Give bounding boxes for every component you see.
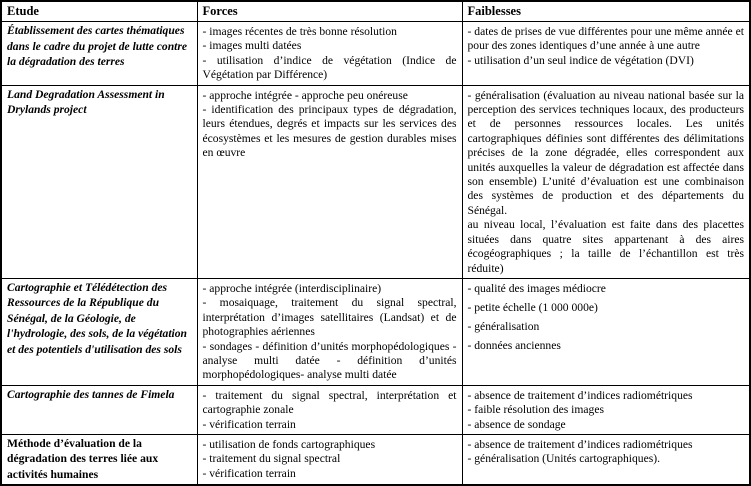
- force-item: - utilisation de fonds cartographiques: [202, 437, 376, 451]
- faiblesse-item: - utilisation d’un seul indice de végétation (DVI): [467, 53, 694, 67]
- table-row: [1, 434, 750, 485]
- etude-cell: Cartographie et Télédétection des Ressources de la République du Sénégal, de la Géologie, de l'hydrologie, des sols, de la végétation et des potentiels d'utilisation des sols: [1, 278, 197, 385]
- header-row: [1, 1, 750, 22]
- table-row: [1, 385, 750, 434]
- faiblesse-item: - données anciennes: [467, 338, 561, 352]
- table-row: [1, 22, 750, 86]
- table-row: [1, 278, 750, 385]
- faiblesse-item: - qualité des images médiocre: [467, 281, 606, 295]
- column-header-forces: Forces: [197, 1, 462, 22]
- faiblesse-item: - absence de sondage: [467, 417, 566, 431]
- faiblesse-item: - petite échelle (1 000 000e): [467, 300, 598, 314]
- force-item: - approche intégrée (interdisciplinaire): [202, 281, 382, 295]
- force-item: - vérification terrain: [202, 417, 296, 431]
- forces-cell: [197, 434, 462, 485]
- forces-cell: [197, 85, 462, 278]
- forces-cell: [197, 385, 462, 434]
- faiblesse-item: - absence de traitement d’indices radiométriques: [467, 388, 693, 402]
- faiblesses-cell: [462, 434, 750, 485]
- table-row: [1, 85, 750, 278]
- faiblesse-item: - absence de traitement d’indices radiométriques: [467, 437, 693, 451]
- etude-cell: Land Degradation Assessment in Drylands project: [1, 85, 197, 278]
- force-item: - images multi datées: [202, 39, 302, 53]
- force-item: - sondages - définition d’unités morphopédologiques - analyse multi datée - définition d’unités morphopédologiques- analyse multi datée: [202, 339, 457, 382]
- column-header-faiblesses: Faiblesses: [462, 1, 750, 22]
- faiblesse-item: - faible résolution des images: [467, 403, 605, 417]
- force-item: - identification des principaux types de dégradation, leurs étendues, degrés et impacts sur les services des écosystèmes et les mesures de gestion durables mises en œuvre: [202, 103, 457, 160]
- faiblesses-cell: [462, 385, 750, 434]
- force-item: - utilisation d’indice de végétation (Indice de Végétation par Différence): [202, 53, 457, 82]
- faiblesses-cell: [462, 22, 750, 86]
- faiblesses-cell: [462, 278, 750, 385]
- forces-cell: [197, 278, 462, 385]
- force-item: - approche intégrée - approche peu onéreuse: [202, 88, 408, 102]
- force-item: - mosaiquage, traitement du signal spectral, interprétation d’images satellitaires (Landsat) et de photographies aériennes: [202, 296, 457, 339]
- column-header-etude: Etude: [1, 1, 197, 22]
- forces-cell: [197, 22, 462, 86]
- faiblesse-item: - généralisation (Unités cartographiques).: [467, 452, 661, 466]
- etude-cell: Cartographie des tannes de Fimela: [1, 385, 197, 434]
- faiblesse-item: - généralisation (évaluation au niveau national basée sur la perception des services techniques locaux, des producteurs et de personnes ressources locales. Les unités cartographiques définies sont différentes des délimitations précises de la zone dégradée, elles correspondent aux unités auxquelles la valeur de dégradation est affectée dans son ensemble) L’unité d’évaluation est une combinaison des systèmes de production et des départements du Sénégal.: [467, 88, 744, 217]
- faiblesse-item: au niveau local, l’évaluation est faite dans des placettes situées dans quatre sites appartenant à des aires écogéographiques ; la taille de l’échantillon est très réduite): [467, 218, 744, 275]
- force-item: - images récentes de très bonne résolution: [202, 25, 397, 38]
- etude-cell: Méthode d’évaluation de la dégradation des terres liée aux activités humaines: [1, 434, 197, 485]
- force-item: - vérification terrain: [202, 466, 296, 480]
- faiblesses-cell: [462, 85, 750, 278]
- etude-cell: Établissement des cartes thématiques dans le cadre du projet de lutte contre la dégradation des terres: [1, 22, 197, 86]
- faiblesse-item: - généralisation: [467, 319, 540, 333]
- force-item: - traitement du signal spectral, interprétation et cartographie zonale: [202, 388, 457, 417]
- faiblesse-item: - dates de prises de vue différentes pour une même année et pour des zones identiques d’une année à une autre: [467, 25, 744, 53]
- force-item: - traitement du signal spectral: [202, 452, 341, 466]
